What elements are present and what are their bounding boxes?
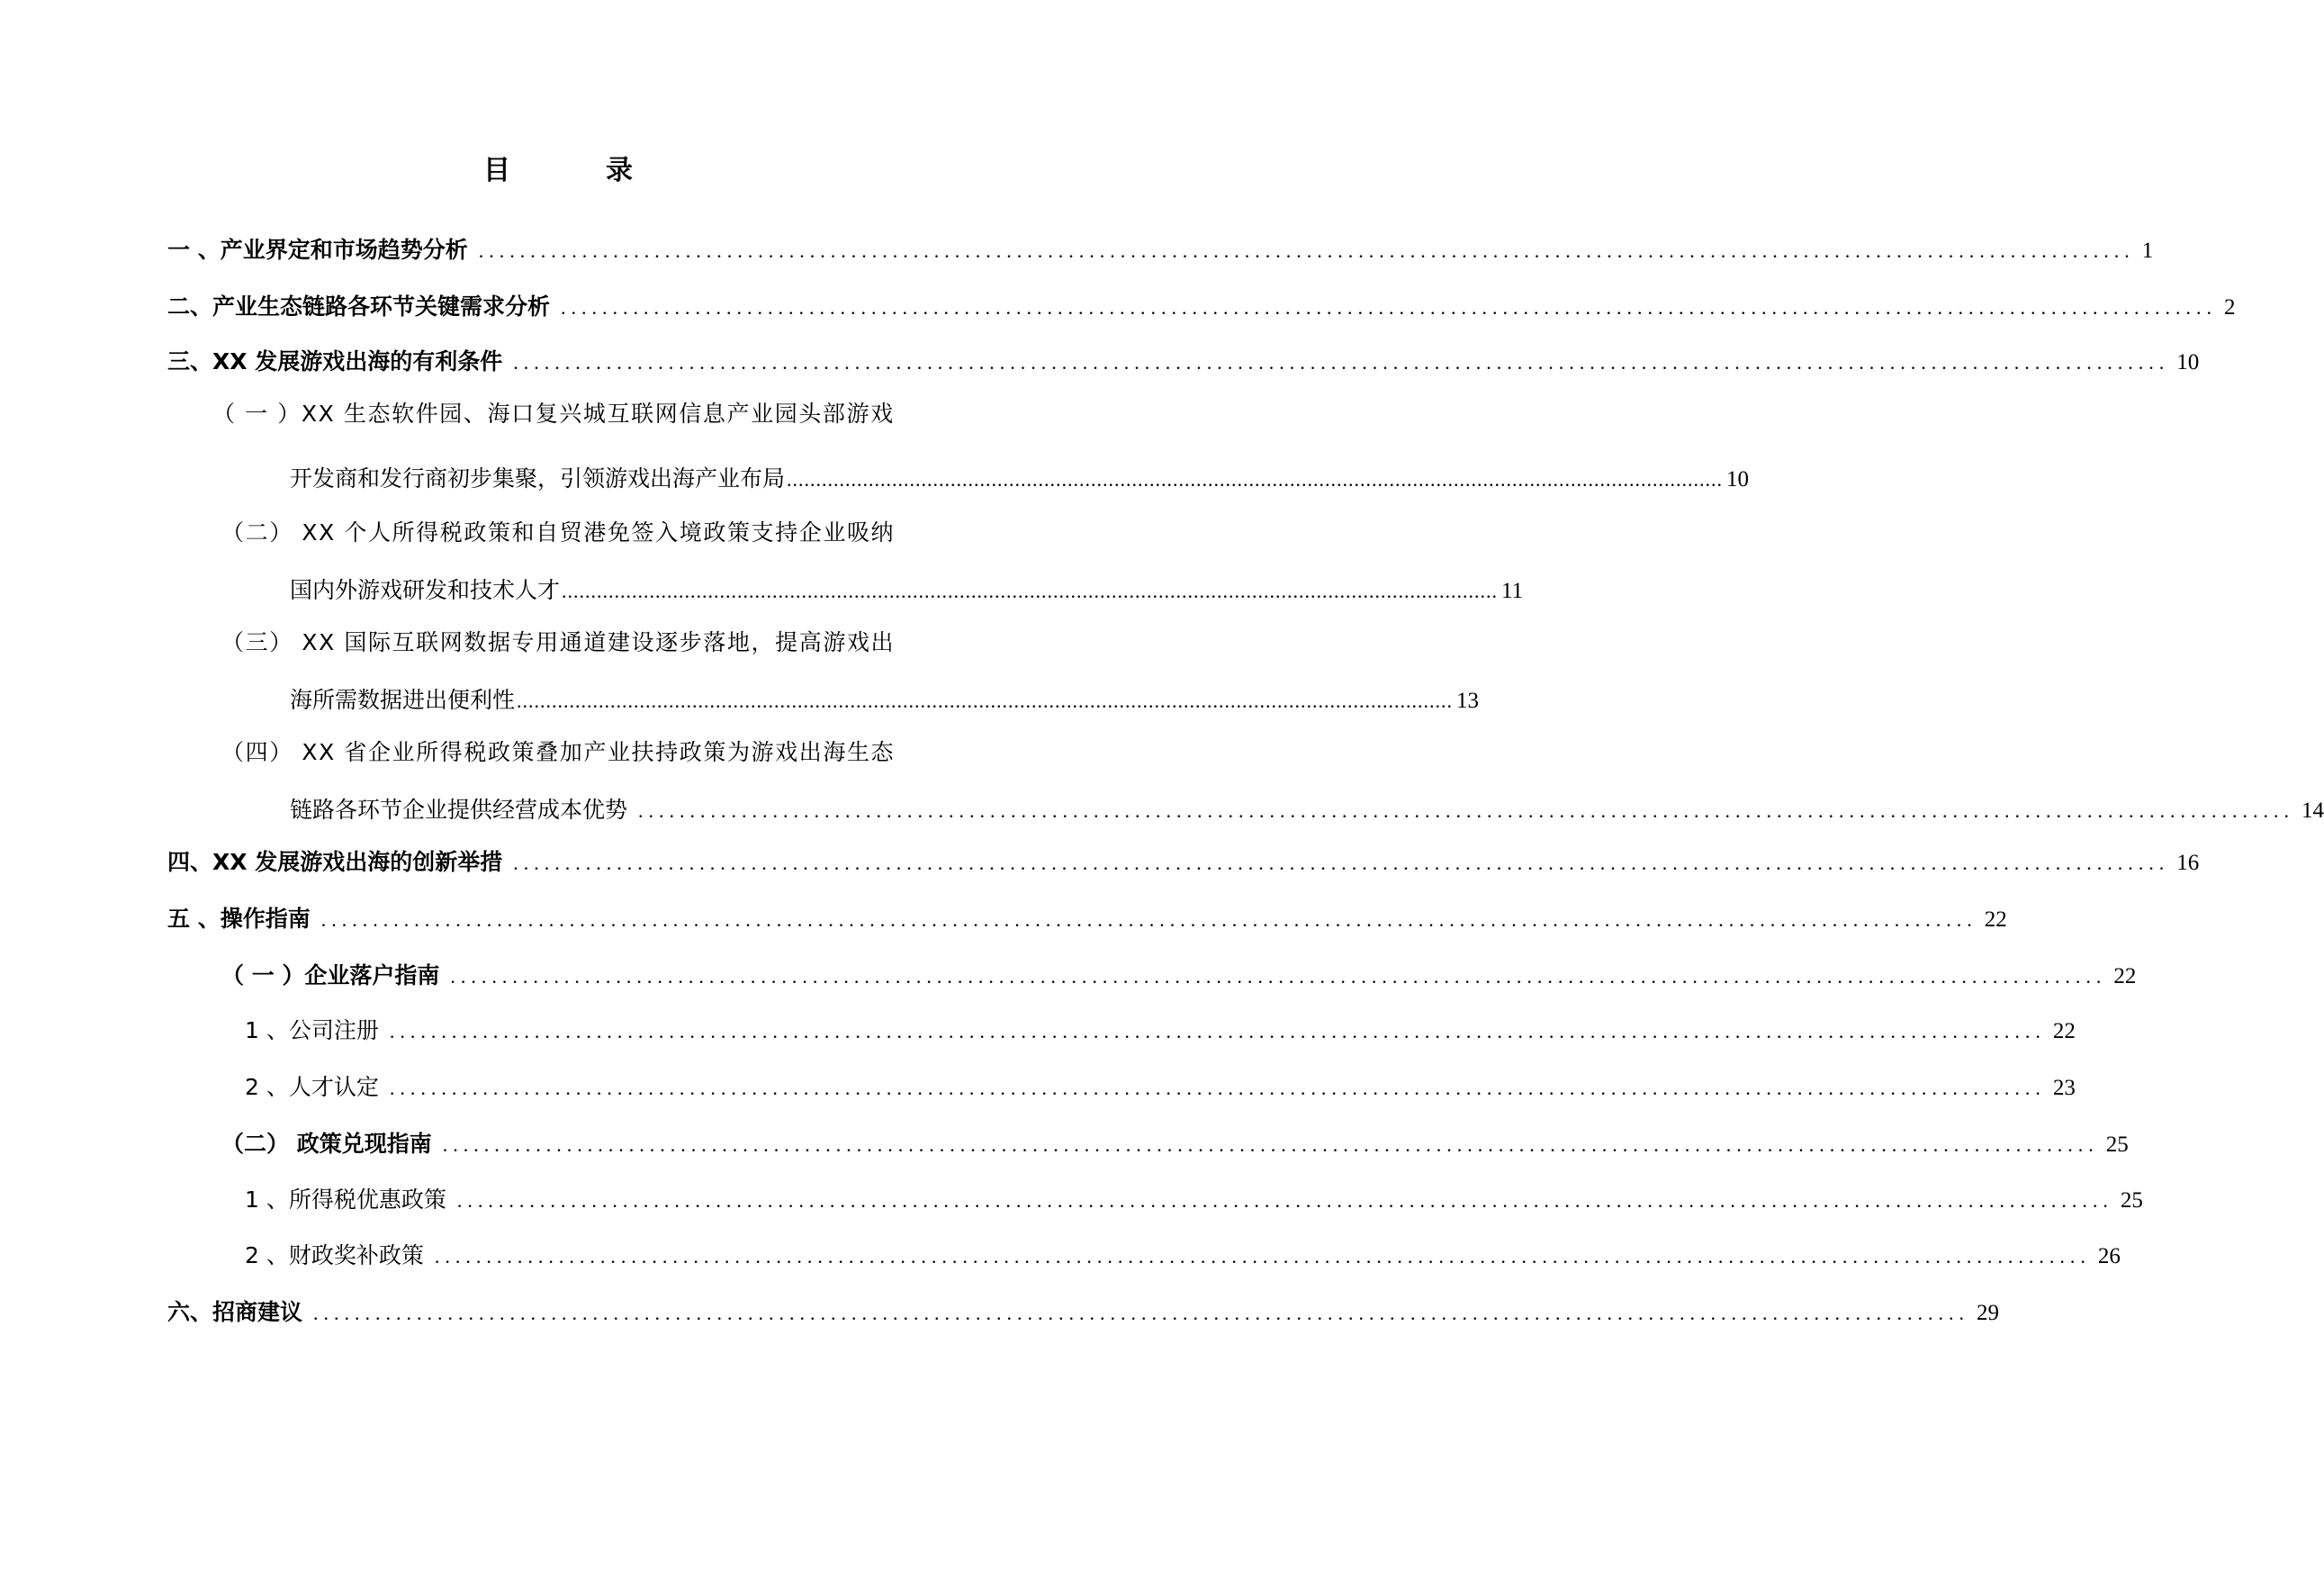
toc-leader-dots: ................................................................................................................................................................ bbox=[638, 799, 2295, 822]
toc-entry-page: 23 bbox=[2052, 1076, 2076, 1100]
toc-entry[interactable] bbox=[167, 291, 2236, 324]
toc-entry-label-line2: 国内外游戏研发和技术人才 bbox=[290, 577, 561, 603]
toc-entry-label-line2: 海所需数据进出便利性 bbox=[290, 687, 516, 713]
toc-entry-label: 1 、公司注册 bbox=[245, 1017, 379, 1043]
toc-entry-page: 11 bbox=[1501, 579, 1524, 603]
toc-entry-page: 13 bbox=[1456, 689, 1480, 713]
toc-entry[interactable] bbox=[221, 1128, 2129, 1161]
toc-leader-dots: ................................................................................................................................................................ bbox=[562, 580, 1499, 602]
toc-entry-label: （二） 政策兑现指南 bbox=[221, 1131, 432, 1157]
toc-leader-dots: ................................................................................................................................................................ bbox=[517, 690, 1454, 712]
toc-entry-label: 2 、人才认定 bbox=[245, 1074, 379, 1100]
toc-entry-page: 2 bbox=[2224, 295, 2236, 320]
toc-entry-page: 10 bbox=[1726, 467, 1750, 492]
toc-entry-label: 五 、操作指南 bbox=[167, 906, 311, 932]
toc-entry[interactable] bbox=[245, 1015, 2076, 1048]
toc-entry[interactable] bbox=[290, 574, 1524, 608]
toc-entry[interactable] bbox=[167, 1296, 2000, 1330]
toc-entry[interactable] bbox=[167, 846, 2200, 880]
toc-entry-label: 2 、财政奖补政策 bbox=[245, 1242, 424, 1268]
toc-leader-dots: ................................................................................................................................................................ bbox=[513, 351, 2170, 374]
toc-entry-page: 22 bbox=[2052, 1019, 2076, 1043]
toc-entry-label-line1[interactable]: （ 一 ）XX 生态软件园、海口复兴城互联网信息产业园头部游戏 bbox=[212, 401, 895, 427]
toc-entry-label: 四、XX 发展游戏出海的创新举措 bbox=[167, 849, 503, 875]
toc-leader-dots: ................................................................................................................................................................ bbox=[561, 296, 2218, 319]
toc-entry-label: 六、招商建议 bbox=[167, 1299, 303, 1325]
toc-entry-label-line2: 开发商和发行商初步集聚，引领游戏出海产业布局 bbox=[290, 465, 786, 492]
toc-entry-label: （ 一 ）企业落户指南 bbox=[221, 962, 440, 988]
toc-entry[interactable] bbox=[167, 346, 2200, 379]
toc-entry-label: 二、产业生态链路各环节关键需求分析 bbox=[167, 293, 551, 320]
toc-entry[interactable] bbox=[290, 794, 2324, 827]
toc-entry[interactable] bbox=[245, 1184, 2143, 1217]
toc-entry[interactable] bbox=[245, 1240, 2121, 1273]
toc-entry-page: 10 bbox=[2176, 350, 2200, 374]
toc-entry-label-line2: 链路各环节企业提供经营成本优势 bbox=[290, 797, 628, 823]
toc-entry-page: 25 bbox=[2105, 1132, 2129, 1157]
toc-entry-label-line1[interactable]: （三） XX 国际互联网数据专用通道建设逐步落地，提高游戏出 bbox=[221, 629, 896, 655]
toc-leader-dots: ................................................................................................................................................................ bbox=[513, 852, 2170, 874]
toc-leader-dots: ................................................................................................................................................................ bbox=[478, 239, 2135, 262]
toc-entry-page: 29 bbox=[1977, 1301, 2000, 1325]
toc-leader-dots: ................................................................................................................................................................ bbox=[320, 908, 1977, 931]
page-title: 目 录 bbox=[483, 155, 667, 186]
toc-entry[interactable] bbox=[167, 903, 2007, 936]
toc-entry-label: 一 、产业界定和市场趋势分析 bbox=[167, 237, 468, 263]
toc-leader-dots: ................................................................................................................................................................ bbox=[442, 1133, 2099, 1156]
toc-entry[interactable] bbox=[290, 684, 1480, 717]
toc-entry-label: 1 、所得税优惠政策 bbox=[245, 1187, 446, 1213]
toc-entry-page: 26 bbox=[2097, 1244, 2121, 1268]
toc-leader-dots: ................................................................................................................................................................ bbox=[456, 1189, 2113, 1212]
toc-entry-page: 1 bbox=[2141, 239, 2154, 263]
toc-entry-label-line1[interactable]: （四） XX 省企业所得税政策叠加产业扶持政策为游戏出海生态 bbox=[221, 739, 896, 765]
toc-entry-page: 25 bbox=[2120, 1188, 2143, 1213]
toc-entry-label-line1[interactable]: （二） XX 个人所得税政策和自贸港免签入境政策支持企业吸纳 bbox=[221, 519, 896, 546]
toc-leader-dots: ................................................................................................................................................................ bbox=[389, 1020, 2046, 1042]
toc-entry-page: 22 bbox=[2113, 964, 2137, 988]
toc-entry[interactable] bbox=[167, 234, 2154, 267]
toc-leader-dots: ................................................................................................................................................................ bbox=[450, 965, 2107, 988]
toc-entry-page: 14 bbox=[2301, 799, 2324, 823]
toc-entry-page: 16 bbox=[2176, 851, 2200, 875]
toc-entry[interactable] bbox=[290, 463, 1750, 496]
toc-leader-dots: ................................................................................................................................................................ bbox=[787, 468, 1724, 491]
toc-leader-dots: ................................................................................................................................................................ bbox=[389, 1077, 2046, 1099]
toc-entry[interactable] bbox=[221, 960, 2137, 993]
toc-entry-page: 22 bbox=[1984, 907, 2007, 932]
toc-entry[interactable] bbox=[245, 1071, 2076, 1105]
toc-entry-label: 三、XX 发展游戏出海的有利条件 bbox=[167, 348, 503, 374]
toc-leader-dots: ................................................................................................................................................................ bbox=[434, 1245, 2091, 1268]
toc-leader-dots: ................................................................................................................................................................ bbox=[313, 1302, 1970, 1324]
